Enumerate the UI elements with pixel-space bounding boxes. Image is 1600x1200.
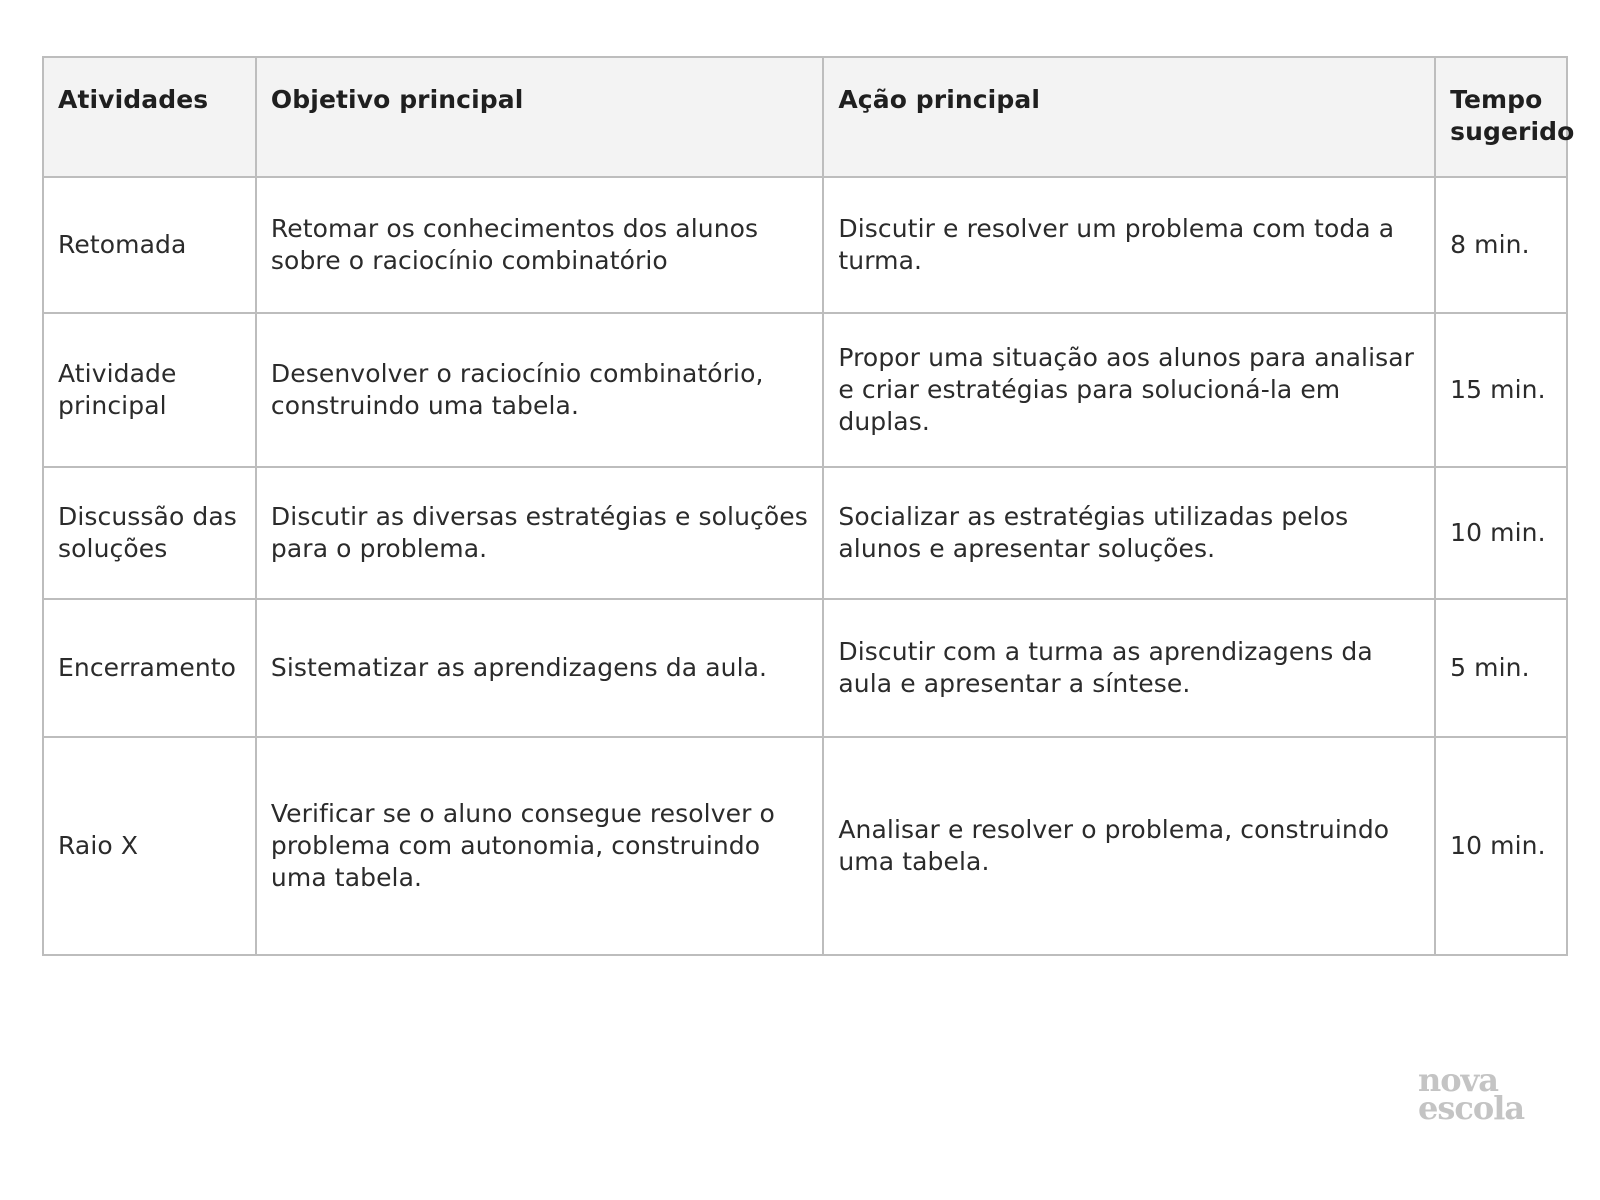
header-main-action: Ação principal [823,57,1435,177]
time-cell: 15 min. [1435,313,1567,467]
action-cell: Analisar e resolver o problema, construindo uma tabela. [823,737,1435,955]
action-cell: Socializar as estratégias utilizadas pelos alunos e apresentar soluções. [823,467,1435,599]
action-cell: Discutir e resolver um problema com toda a turma. [823,177,1435,313]
activity-cell: Atividade principal [43,313,256,467]
table-row [43,177,1567,313]
logo-line-2: escola [1418,1089,1525,1127]
lesson-plan-table [42,56,1575,956]
objective-cell: Verificar se o aluno consegue resolver o problema com autonomia, construindo uma tabela. [256,737,823,955]
activity-cell: Encerramento [43,599,256,737]
activity-cell: Retomada [43,177,256,313]
table-row [43,737,1567,955]
header-activities: Atividades [43,57,256,177]
time-cell: 10 min. [1435,467,1567,599]
nova-escola-logo [1418,1061,1525,1127]
action-cell: Propor uma situação aos alunos para analisar e criar estratégias para solucioná-la em duplas. [823,313,1435,467]
time-cell: 5 min. [1435,599,1567,737]
table-row [43,313,1567,467]
activity-cell: Raio X [43,737,256,955]
header-suggested-time: Tempo sugerido [1435,57,1567,177]
table-row [43,599,1567,737]
header-row [43,57,1567,177]
time-cell: 8 min. [1435,177,1567,313]
table-row [43,467,1567,599]
objective-cell: Desenvolver o raciocínio combinatório, construindo uma tabela. [256,313,823,467]
activity-cell: Discussão das soluções [43,467,256,599]
objective-cell: Discutir as diversas estratégias e soluções para o problema. [256,467,823,599]
time-cell: 10 min. [1435,737,1567,955]
action-cell: Discutir com a turma as aprendizagens da aula e apresentar a síntese. [823,599,1435,737]
objective-cell: Retomar os conhecimentos dos alunos sobre o raciocínio combinatório [256,177,823,313]
logo-line-1: nova [1418,1061,1498,1099]
objective-cell: Sistematizar as aprendizagens da aula. [256,599,823,737]
header-main-objective: Objetivo principal [256,57,823,177]
